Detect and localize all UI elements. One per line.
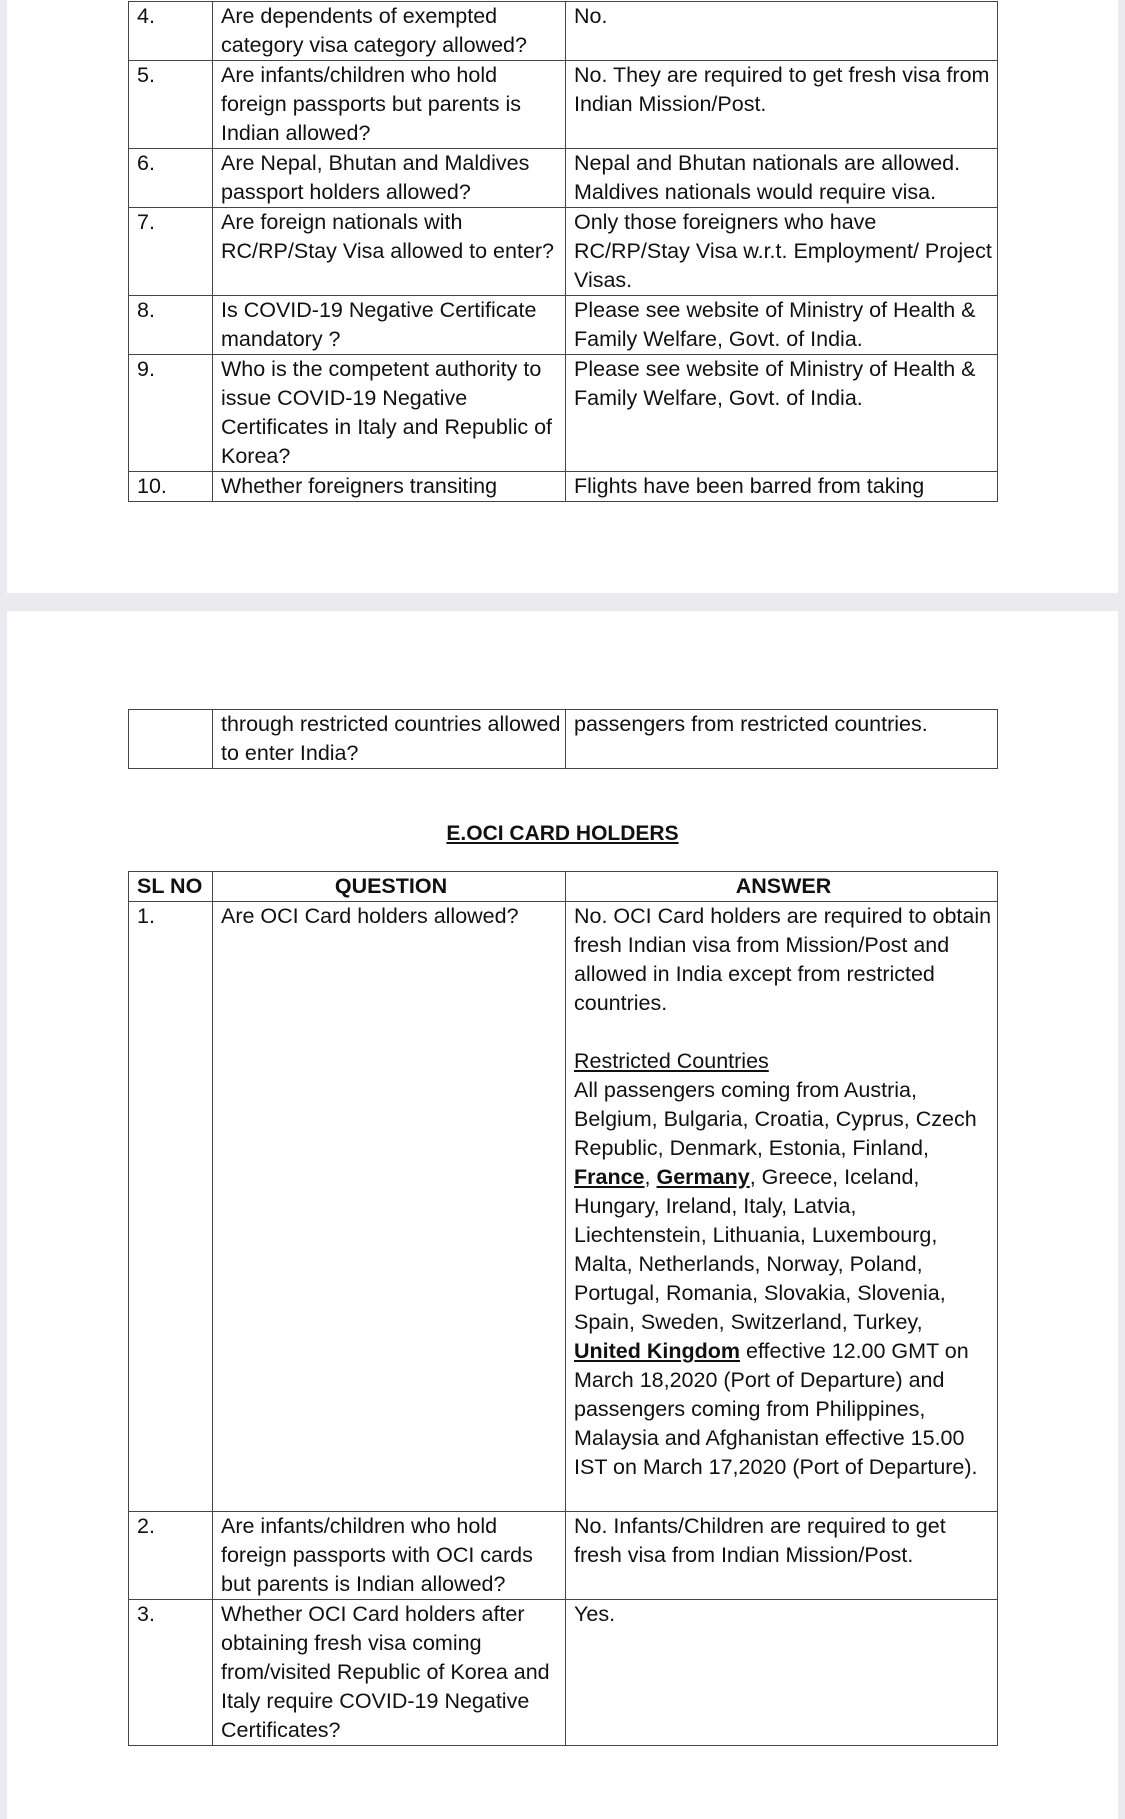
table-row [129,2,998,61]
table-row [129,61,998,149]
sl-cell: 4. [129,2,213,61]
country-germany: Germany [656,1165,750,1189]
answer-cell: Nepal and Bhutan nationals are allowed. Maldives nationals would require visa. [566,149,998,208]
sl-cell [129,710,213,769]
table-row [129,710,998,769]
table-row [129,1512,998,1600]
country-united-kingdom: United Kingdom [574,1339,741,1363]
table-row [129,355,998,472]
countries-text: All passengers coming from Austria, Belgium, Bulgaria, Croatia, Cyprus, Czech Republic, Denmark, Estonia, Finland, [574,1078,977,1160]
answer-cell: passengers from restricted countries. [566,710,998,769]
question-cell: Are infants/children who hold foreign passports with OCI cards but parents is Indian allowed? [213,1512,566,1600]
sl-cell: 10. [129,472,213,502]
table-row [129,149,998,208]
sl-cell: 7. [129,208,213,296]
question-cell: Is COVID-19 Negative Certificate mandatory ? [213,296,566,355]
faq-table-continued [128,1,998,502]
table-row [129,208,998,296]
column-header-question: QUESTION [213,872,566,902]
table-row [129,296,998,355]
oci-faq-table [128,871,998,1746]
restricted-countries-list [574,1076,993,1482]
restricted-countries-heading: Restricted Countries [574,1049,769,1073]
answer-cell: Flights have been barred from taking [566,472,998,502]
table-header-row [129,872,998,902]
column-header-answer: ANSWER [566,872,998,902]
column-header-sl-no: SL NO [129,872,213,902]
document-page-2 [7,611,1118,1819]
sl-cell: 5. [129,61,213,149]
sl-cell: 8. [129,296,213,355]
table-row [129,902,998,1512]
question-cell: Whether OCI Card holders after obtaining fresh visa coming from/visited Republic of Korea and Italy require COVID-19 Negative Certificates? [213,1600,566,1746]
question-cell: Whether foreigners transiting [213,472,566,502]
question-cell: Are infants/children who hold foreign passports but parents is Indian allowed? [213,61,566,149]
answer-cell: Only those foreigners who have RC/RP/Stay Visa w.r.t. Employment/ Project Visas. [566,208,998,296]
document-page-1 [7,0,1118,593]
sl-cell: 3. [129,1600,213,1746]
sl-cell: 9. [129,355,213,472]
question-cell: Are OCI Card holders allowed? [213,902,566,1512]
sl-cell: 1. [129,902,213,1512]
answer-cell: Please see website of Ministry of Health & Family Welfare, Govt. of India. [566,296,998,355]
sl-cell: 2. [129,1512,213,1600]
effective-date-text: effective 12.00 GMT on March 18,2020 (Port of Departure) and passengers coming from Philippines, Malaysia and Afghanistan effective 15.00 IST on March 17,2020 (Port of Departure). [574,1339,978,1479]
answer-cell: No. [566,2,998,61]
continuation-table [128,709,998,769]
sl-cell: 6. [129,149,213,208]
question-cell: Are foreign nationals with RC/RP/Stay Visa allowed to enter? [213,208,566,296]
answer-cell: No. Infants/Children are required to get fresh visa from Indian Mission/Post. [566,1512,998,1600]
question-cell: Who is the competent authority to issue COVID-19 Negative Certificates in Italy and Republic of Korea? [213,355,566,472]
separator-text: , [644,1165,651,1189]
table-row [129,1600,998,1746]
answer-cell [566,902,998,1512]
question-cell: Are dependents of exempted category visa category allowed? [213,2,566,61]
answer-cell: Please see website of Ministry of Health & Family Welfare, Govt. of India. [566,355,998,472]
question-cell: through restricted countries allowed to enter India? [213,710,566,769]
country-france: France [574,1165,645,1189]
section-title: E.OCI CARD HOLDERS [446,822,679,845]
answer-intro: No. OCI Card holders are required to obtain fresh Indian visa from Mission/Post and allowed in India except from restricted countries. [574,904,992,1015]
answer-cell: Yes. [566,1600,998,1746]
countries-text: , Greece, Iceland, Hungary, Ireland, Italy, Latvia, Liechtenstein, Lithuania, Luxembourg, Malta, Netherlands, Norway, Poland, Portugal, Romania, Slovakia, Slovenia, Spain, Sweden, Switzerland, Turkey, [574,1165,946,1334]
question-cell: Are Nepal, Bhutan and Maldives passport holders allowed? [213,149,566,208]
answer-cell: No. They are required to get fresh visa from Indian Mission/Post. [566,61,998,149]
table-row [129,472,998,502]
